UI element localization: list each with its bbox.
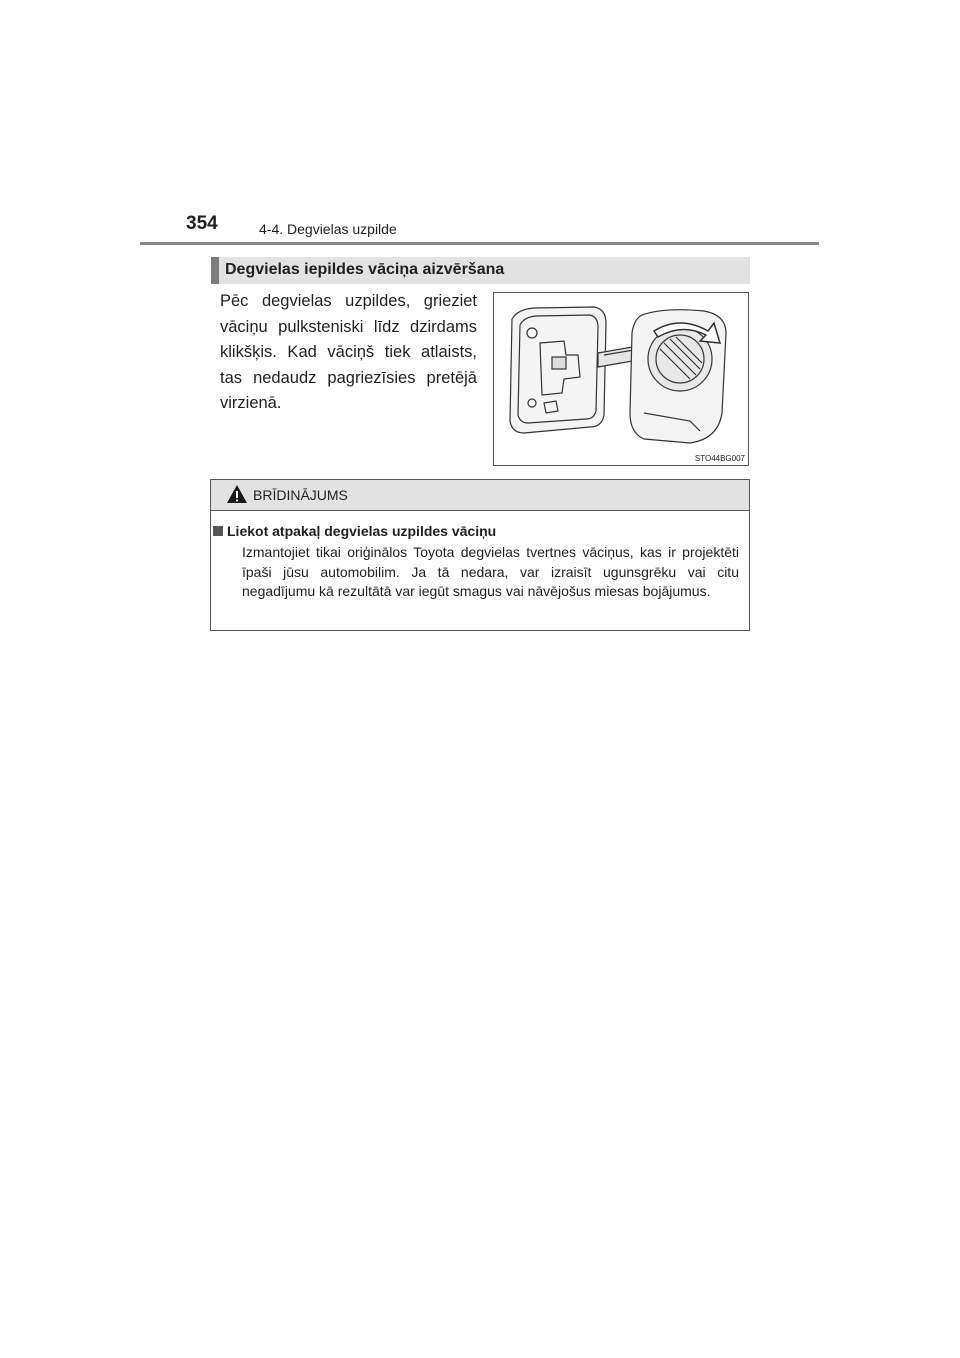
warning-triangle-icon	[226, 484, 248, 509]
title-accent	[211, 257, 219, 284]
square-bullet-icon	[213, 526, 223, 536]
warning-header	[211, 480, 749, 511]
warning-item-text: Izmantojiet tikai oriģinālos Toyota degvielas tvertnes vāciņus, kas ir projektēti īpaši jūsu automobilim. Ja tā nedara, var izraisīt ugunsgrēku vai citu negadījumu kā rezultātā var iegūt smagus vai nāvējošus miesas bojājumus.	[242, 544, 739, 599]
header-rule	[140, 242, 819, 245]
fuel-cap-illustration	[493, 292, 749, 466]
warning-label: BRĪDINĀJUMS	[253, 487, 348, 503]
fuel-door-drawing	[494, 293, 748, 465]
page-number: 354	[186, 213, 218, 234]
warning-item-title	[213, 523, 496, 539]
section-header: 4-4. Degvielas uzpilde	[259, 221, 397, 237]
figure-code: STO44BG007	[694, 454, 745, 463]
warning-box	[210, 479, 750, 631]
body-paragraph: Pēc degvielas uzpildes, grieziet vāciņu pulksteniski līdz dzirdams klikšķis. Kad vāciņš tiek atlaists, tas nedaudz pagriezīsies pretējā virzienā.	[220, 292, 477, 412]
section-title: Degvielas iepildes vāciņa aizvēršana	[225, 261, 505, 278]
section-title-bar	[211, 257, 750, 284]
warning-item-title-text: Liekot atpakaļ degvielas uzpildes vāciņu	[227, 523, 497, 539]
